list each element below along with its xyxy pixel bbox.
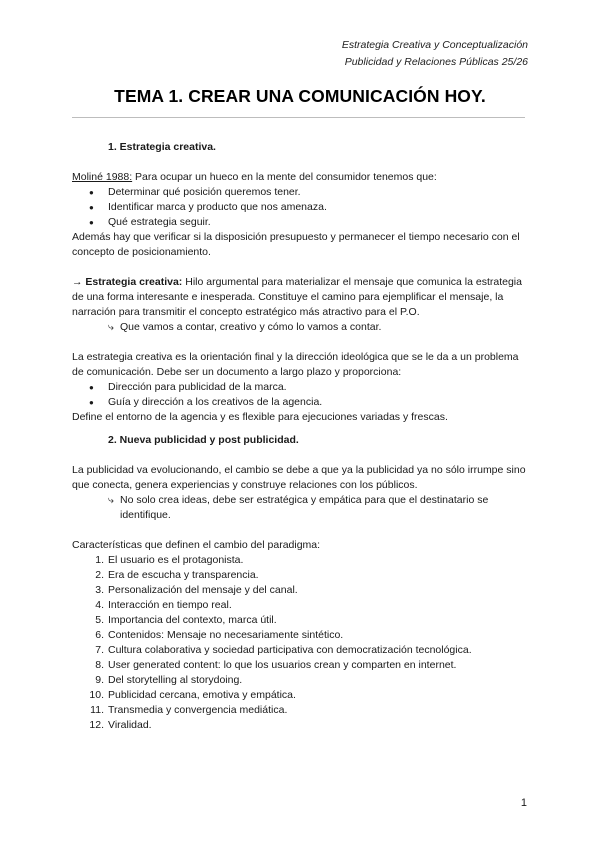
header-degree-year: Publicidad y Relaciones Públicas 25/26 [344,56,528,68]
list-item-text: Interacción en tiempo real. [108,599,232,611]
list-number: 1. [95,554,104,566]
moline-reference: Moliné 1988: [72,171,133,183]
direction-bullet-list [72,380,528,410]
list-item [72,568,528,583]
list-item-text: Importancia del contexto, marca útil. [108,614,277,626]
list-item [72,658,528,673]
list-number: 2. [95,569,104,581]
definition-paragraph [72,275,528,320]
definition-subpoint-text: Que vamos a contar, creativo y cómo lo vamos a contar. [120,321,382,333]
header-course-title: Estrategia Creativa y Conceptualización [341,39,528,51]
list-item-text: Viralidad. [108,719,152,731]
list-item-text: Transmedia y convergencia mediática. [108,704,288,716]
return-arrow-icon: ⤷ [108,494,114,506]
list-item-text: Cultura colaborativa y sociedad participativa con democratización tecnológica. [108,644,472,656]
list-number: 8. [95,659,104,671]
list-item-text: Personalización del mensaje y del canal. [108,584,298,596]
list-item: ● Qué estrategia seguir. [72,215,528,230]
list-number: 3. [95,584,104,596]
list-item [72,613,528,628]
list-number: 12. [89,719,104,731]
list-item [72,688,528,703]
definition-subpoint [72,320,528,335]
list-number: 11. [90,704,104,716]
return-arrow-icon: ⤷ [108,321,114,333]
list-item [72,643,528,658]
list-item [72,598,528,613]
list-item [72,718,528,733]
page-number: 1 [520,797,527,809]
positioning-bullet-list [72,185,528,230]
definition-text: Hilo argumental para materializar el mensaje que comunica la estrategia de una forma interesante e inesperada. Constituye el camino para ejemplificar el mensaje, la narración para transmitir el concepto estratégico más atractivo para el P.O. [72,276,522,318]
list-item-text: Era de escucha y transparencia. [108,569,259,581]
list-number: 5. [95,614,104,626]
list-number: 6. [95,629,104,641]
budget-paragraph: Además hay que verificar si la disposición presupuesto y permanecer el tiempo necesario con el concepto de posicionamiento. [72,231,520,258]
list-item: ● Determinar qué posición queremos tener. [72,185,528,200]
list-number: 4. [95,599,104,611]
list-number: 9. [95,674,104,686]
list-item [72,703,528,718]
list-item [72,673,528,688]
list-item-text: El usuario es el protagonista. [108,554,244,566]
list-item: ● Guía y dirección a los creativos de la agencia. [72,395,528,410]
list-item: ● Identificar marca y producto que nos amenaza. [72,200,528,215]
document-body [72,140,528,733]
list-item [72,583,528,598]
list-item [72,553,528,568]
document-header [342,37,528,71]
list-item-text: Del storytelling al storydoing. [108,674,243,686]
list-item-text: User generated content: lo que los usuarios crean y comparten en internet. [108,659,457,671]
moline-paragraph [72,170,528,185]
evolution-subpoint-text: No solo crea ideas, debe ser estratégica y empática para que el destinatario se identifique. [120,494,489,521]
evolution-subpoint [72,493,528,523]
paradigm-numbered-list [72,553,528,733]
list-number: 7. [95,644,104,656]
evolution-paragraph: La publicidad va evolucionando, el cambio se debe a que ya la publicidad ya no sólo irrumpe sino que conecta, genera experiencias y construye relaciones con los públicos. [72,464,526,491]
agency-paragraph: Define el entorno de la agencia y es flexible para ejecuciones variadas y frescas. [72,411,448,423]
section-heading-2: 2. Nueva publicidad y post publicidad. [108,434,299,446]
list-item: ● Dirección para publicidad de la marca. [72,380,528,395]
list-item-text: Publicidad cercana, emotiva y empática. [108,689,296,701]
list-item-text: Contenidos: Mensaje no necesariamente sintético. [108,629,344,641]
definition-term: Estrategia creativa: [85,276,183,288]
paradigm-intro: Características que definen el cambio del paradigma: [72,539,321,551]
moline-intro: Para ocupar un hueco en la mente del consumidor tenemos que: [132,171,437,183]
section-heading-1: 1. Estrategia creativa. [108,141,216,153]
list-number: 10. [89,689,104,701]
arrow-right-icon: → [72,276,86,288]
title-divider [72,117,525,118]
list-item [72,628,528,643]
orientation-paragraph: La estrategia creativa es la orientación final y la dirección ideológica que se le da a un problema de comunicación. Debe ser un documento a largo plazo y proporciona: [72,351,519,378]
page-title: TEMA 1. CREAR UNA COMUNICACIÓN HOY. [114,86,486,106]
